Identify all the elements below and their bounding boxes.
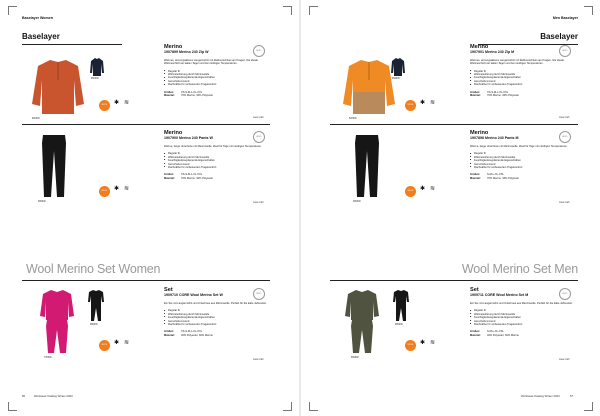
image-label: 999000 bbox=[353, 201, 361, 203]
page-number: 57 bbox=[570, 394, 574, 398]
list-item: ■ Regular fit bbox=[474, 152, 576, 155]
list-item: ■ Flachnähte für verbesserten Tragekomfort bbox=[474, 166, 576, 169]
list-item: ■ Regular fit bbox=[168, 309, 270, 312]
list-item: ■ Wärmeisolierung durch Merinowolle bbox=[168, 73, 270, 76]
merino-badge-icon: WOOL bbox=[99, 186, 110, 197]
product-name: 1909711 CORE Wool Merino Set M bbox=[470, 293, 529, 298]
product-title: Merino bbox=[164, 130, 183, 136]
feature-icons bbox=[405, 186, 436, 197]
list-item: ■ Flachnähte für verbesserten Tragekomfort bbox=[474, 83, 576, 86]
material-value: 70% Merino, 30% Polyester bbox=[181, 176, 214, 180]
image-label: 826000 bbox=[32, 118, 40, 120]
product-thumb-navy bbox=[391, 58, 405, 76]
list-item: ■ Feuchtigkeitsregulierende Eigenschaften bbox=[474, 76, 576, 79]
section-title: Baselayer bbox=[540, 32, 578, 41]
list-item: ■ Flachnähte für verbesserten Tragekomfort bbox=[474, 323, 576, 326]
material-value: 70% Merino, 30% Polyester bbox=[181, 94, 214, 98]
spec-block bbox=[470, 330, 576, 337]
list-item: ■ Geruchshemmend bbox=[168, 163, 270, 166]
feature-list bbox=[470, 152, 576, 169]
eco-badge-icon: ECO bbox=[559, 288, 571, 300]
product-image-set-m bbox=[345, 290, 379, 354]
sizes-value: XS-S-M-L-XL-XXL bbox=[181, 173, 203, 177]
product-name: 1907899 Merino 240 Zip W bbox=[164, 50, 209, 55]
crop-mark bbox=[8, 6, 17, 15]
list-item: ■ Wärmeisolierung durch Merinowolle bbox=[168, 156, 270, 159]
list-item: ■ Regular fit bbox=[168, 70, 270, 73]
sizes-value: S-M-L-XL-XXL bbox=[487, 173, 504, 177]
product-title: Set bbox=[164, 287, 173, 293]
sizes-value: XS-S-M-L-XL-XXL bbox=[487, 90, 509, 94]
odor-control-icon: ≋ bbox=[429, 186, 436, 192]
merino-badge-icon: WOOL bbox=[405, 100, 416, 111]
divider bbox=[22, 124, 270, 125]
spec-block bbox=[164, 330, 270, 337]
list-item: ■ Geruchshemmend bbox=[474, 163, 576, 166]
divider bbox=[22, 280, 270, 281]
list-item: ■ Regular fit bbox=[474, 70, 576, 73]
material-label: Material: bbox=[470, 333, 481, 337]
eco-badge-icon: ECO bbox=[559, 45, 571, 57]
feature-list bbox=[164, 70, 270, 87]
list-item: ■ Wärmeisolierung durch Merinowolle bbox=[168, 313, 270, 316]
feature-icons bbox=[405, 340, 436, 351]
footer-text: Workwear Katalog Winter 2023 bbox=[34, 394, 73, 398]
image-label: 999000 bbox=[38, 201, 46, 203]
crop-mark bbox=[309, 6, 318, 15]
list-item: ■ Feuchtigkeitsregulierende Eigenschaften bbox=[168, 76, 270, 79]
image-label: 526000 bbox=[349, 118, 357, 120]
material-value: 40% Polyester, 60% Merino bbox=[181, 333, 213, 337]
product-title: Merino bbox=[470, 44, 489, 50]
odor-control-icon: ≋ bbox=[123, 186, 130, 192]
list-item: ■ Wärmeisolierung durch Merinowolle bbox=[474, 313, 576, 316]
warmth-icon: ✱ bbox=[419, 186, 426, 192]
product-name: 1907898 Merino 240 Pants M bbox=[470, 136, 519, 141]
crop-mark bbox=[283, 6, 292, 15]
material-value: 40% Polyester, 60% Merino bbox=[487, 333, 519, 337]
material-value: 70% Merino, 30% Polyester bbox=[487, 176, 520, 180]
sizes-label: Größen: bbox=[164, 90, 175, 94]
list-item: ■ Feuchtigkeitsregulierende Eigenschaften bbox=[168, 316, 270, 319]
thumb-label: 950000 bbox=[91, 78, 99, 80]
list-item: ■ Regular fit bbox=[168, 152, 270, 155]
page-header: Baselayer Women bbox=[22, 16, 53, 20]
product-image-set-w bbox=[40, 290, 74, 354]
divider bbox=[22, 44, 122, 45]
merino-badge-icon: WOOL bbox=[99, 100, 110, 111]
eco-badge-icon: ECO bbox=[559, 131, 571, 143]
product-image-pants-w bbox=[40, 135, 68, 199]
product-thumb-black-set bbox=[393, 290, 409, 322]
footer-text: Workwear Katalog Winter 2023 bbox=[521, 394, 560, 398]
feature-list bbox=[470, 309, 576, 326]
page-ref: www.craft bbox=[253, 116, 264, 119]
merino-badge-icon: WOOL bbox=[405, 340, 416, 351]
product-name: 1907901 Merino 240 Zip M bbox=[470, 50, 515, 55]
page-ref: www.craft bbox=[559, 201, 570, 204]
image-label: 669000 bbox=[351, 357, 359, 359]
page-number: 56 bbox=[22, 394, 26, 398]
product-thumb-black-set bbox=[88, 290, 104, 322]
material-label: Material: bbox=[470, 176, 481, 180]
list-item: ■ Regular fit bbox=[474, 309, 576, 312]
product-description: Warmes, atmungsaktives Langarmshirt mit Reißverschluss am Kragen. Die ideale Wärmeschicht an kalten Tagen und bei niedrigen Temperaturen. bbox=[164, 59, 258, 66]
feature-list bbox=[470, 70, 576, 87]
warmth-icon: ✱ bbox=[419, 100, 426, 106]
sizes-label: Größen: bbox=[164, 330, 175, 334]
divider bbox=[330, 124, 578, 125]
feature-icons bbox=[99, 186, 130, 197]
spec-block bbox=[164, 173, 270, 180]
warmth-icon: ✱ bbox=[113, 100, 120, 106]
collection-title: Wool Merino Set Women bbox=[26, 262, 161, 276]
product-description: Ein Set mit Langarmshirt und Unterhose aus Merinowolle. Perfekt für die kalte Jahreszeit. bbox=[164, 302, 267, 305]
odor-control-icon: ≋ bbox=[429, 100, 436, 106]
crop-mark bbox=[309, 402, 318, 411]
feature-icons bbox=[99, 100, 130, 111]
sizes-label: Größen: bbox=[470, 90, 481, 94]
crop-mark bbox=[8, 402, 17, 411]
material-label: Material: bbox=[164, 333, 175, 337]
odor-control-icon: ≋ bbox=[123, 100, 130, 106]
list-item: ■ Geruchshemmend bbox=[168, 320, 270, 323]
merino-badge-icon: WOOL bbox=[99, 340, 110, 351]
thumb-label: 999000 bbox=[392, 78, 400, 80]
page-ref: www.craft bbox=[559, 116, 570, 119]
page-ref: www.craft bbox=[559, 358, 570, 361]
section-title: Baselayer bbox=[22, 32, 60, 41]
odor-control-icon: ≋ bbox=[123, 340, 130, 346]
merino-badge-icon: WOOL bbox=[405, 186, 416, 197]
feature-icons bbox=[405, 100, 436, 111]
collection-title: Wool Merino Set Men bbox=[461, 262, 578, 276]
list-item: ■ Feuchtigkeitsregulierende Eigenschaften bbox=[474, 316, 576, 319]
image-label: 735000 bbox=[44, 357, 52, 359]
list-item: ■ Geruchshemmend bbox=[168, 80, 270, 83]
crop-mark bbox=[283, 402, 292, 411]
product-description: Warmes, atmungsaktives Langarmshirt mit Reißverschluss am Kragen. Die ideale Wärmeschicht an kalten Tagen und bei niedrigen Temperaturen. bbox=[470, 59, 564, 66]
eco-badge-icon: ECO bbox=[253, 45, 265, 57]
warmth-icon: ✱ bbox=[113, 186, 120, 192]
spec-block bbox=[164, 91, 270, 98]
page-ref: www.craft bbox=[253, 358, 264, 361]
feature-icons bbox=[99, 340, 130, 351]
product-title: Merino bbox=[164, 44, 183, 50]
feature-list bbox=[164, 309, 270, 326]
thumb-label: 999000 bbox=[395, 324, 403, 326]
left-page bbox=[0, 0, 299, 416]
product-description: Warme, lange Unterhose mit Merinowolle. Ideal für Tage mit niedrigen Temperaturen. bbox=[164, 145, 262, 148]
eco-badge-icon: ECO bbox=[253, 131, 265, 143]
sizes-label: Größen: bbox=[470, 330, 481, 334]
product-name: 1909710 CORE Wool Merino Set W bbox=[164, 293, 223, 298]
list-item: ■ Feuchtigkeitsregulierende Eigenschaften bbox=[474, 159, 576, 162]
spec-block bbox=[470, 173, 576, 180]
product-thumb-navy bbox=[90, 58, 104, 76]
material-value: 70% Merino, 30% Polyester bbox=[487, 94, 520, 98]
warmth-icon: ✱ bbox=[419, 340, 426, 346]
product-image-pants-m bbox=[353, 135, 381, 199]
eco-badge-icon: ECO bbox=[253, 288, 265, 300]
warmth-icon: ✱ bbox=[113, 340, 120, 346]
divider bbox=[330, 280, 578, 281]
product-description: Ein Set mit Langarmshirt und Unterhose aus Merinowolle. Perfekt für die kalte Jahreszeit. bbox=[470, 302, 573, 305]
sizes-label: Größen: bbox=[164, 173, 175, 177]
list-item: ■ Flachnähte für verbesserten Tragekomfort bbox=[168, 166, 270, 169]
sizes-label: Größen: bbox=[470, 173, 481, 177]
material-label: Material: bbox=[164, 94, 175, 98]
sizes-value: S-M-L-XL-XXL bbox=[487, 330, 504, 334]
list-item: ■ Flachnähte für verbesserten Tragekomfort bbox=[168, 83, 270, 86]
list-item: ■ Geruchshemmend bbox=[474, 80, 576, 83]
feature-list bbox=[164, 152, 270, 169]
product-image-zip-m bbox=[341, 58, 397, 116]
list-item: ■ Geruchshemmend bbox=[474, 320, 576, 323]
page-header: Men Baselayer bbox=[552, 16, 578, 20]
product-title: Set bbox=[470, 287, 479, 293]
crop-mark bbox=[584, 6, 593, 15]
product-name: 1907900 Merino 240 Pants W bbox=[164, 136, 213, 141]
sizes-value: XS-S-M-L-XL-XXL bbox=[181, 90, 203, 94]
right-page bbox=[301, 0, 600, 416]
spec-block bbox=[470, 91, 576, 98]
list-item: ■ Wärmeisolierung durch Merinowolle bbox=[474, 73, 576, 76]
list-item: ■ Wärmeisolierung durch Merinowolle bbox=[474, 156, 576, 159]
material-label: Material: bbox=[470, 94, 481, 98]
list-item: ■ Feuchtigkeitsregulierende Eigenschaften bbox=[168, 159, 270, 162]
list-item: ■ Flachnähte für verbesserten Tragekomfort bbox=[168, 323, 270, 326]
material-label: Material: bbox=[164, 176, 175, 180]
crop-mark bbox=[584, 402, 593, 411]
odor-control-icon: ≋ bbox=[429, 340, 436, 346]
page-ref: www.craft bbox=[253, 201, 264, 204]
product-image-zip-w bbox=[30, 58, 86, 116]
product-title: Merino bbox=[470, 130, 489, 136]
thumb-label: 999000 bbox=[90, 324, 98, 326]
sizes-value: XS-S-M-L-XL-XXL bbox=[181, 330, 203, 334]
product-description: Warme, lange Unterhose mit Merinowolle. Ideal für Tage mit niedrigen Temperaturen. bbox=[470, 145, 568, 148]
